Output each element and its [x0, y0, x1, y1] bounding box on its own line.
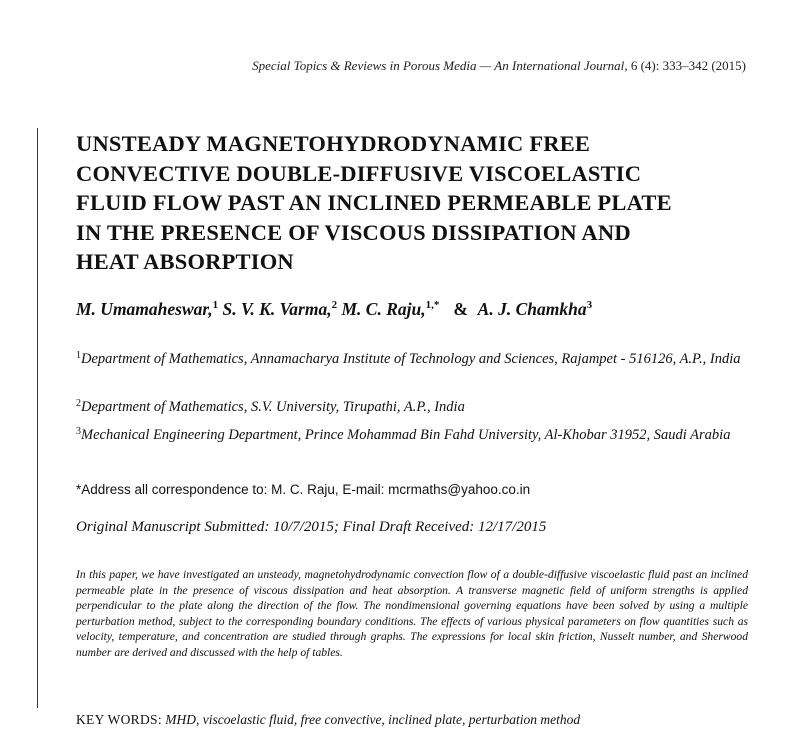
author-affiliation-mark: 3	[586, 299, 593, 311]
title-line: FLUID FLOW PAST AN INCLINED PERMEABLE PLATE	[76, 190, 672, 215]
paper-title	[76, 129, 756, 277]
author-name: M. Umamaheswar,	[76, 299, 213, 319]
author-affiliation-mark: 1,*	[425, 299, 440, 311]
title-line: HEAT ABSORPTION	[76, 249, 294, 274]
affiliation-text: Department of Mathematics, Annamacharya Institute of Technology and Sciences, Rajampet - 516126, A.P., India	[81, 351, 741, 367]
author-separator: &	[453, 299, 468, 319]
journal-name: Special Topics & Reviews in Porous Media — An International Journal	[252, 58, 625, 73]
keywords	[76, 712, 580, 728]
affiliation-1	[76, 350, 756, 370]
keywords-text: MHD, viscoelastic fluid, free convective, inclined plate, perturbation method	[165, 712, 581, 727]
manuscript-dates: Original Manuscript Submitted: 10/7/2015; Final Draft Received: 12/17/2015	[76, 519, 547, 535]
journal-header	[252, 58, 746, 74]
author-name: S. V. K. Varma,	[222, 299, 332, 319]
author-affiliation-mark: 1	[212, 299, 219, 311]
author-list	[76, 299, 592, 320]
title-line: UNSTEADY MAGNETOHYDRODYNAMIC FREE	[76, 131, 591, 156]
title-line: CONVECTIVE DOUBLE-DIFFUSIVE VISCOELASTIC	[76, 160, 642, 186]
author-affiliation-mark: 2	[331, 299, 338, 311]
affiliation-3	[76, 426, 756, 446]
affiliation-2	[76, 398, 756, 418]
author-name: A. J. Chamkha	[477, 299, 587, 319]
abstract: In this paper, we have investigated an unsteady, magnetohydrodynamic convection flow of a double-diffusive viscoelastic fluid past an inclined permeable plate in the presence of viscous dissipation and heat absorption. A transverse magnetic field of uniform strengths is applied perpendicular to the plate along the direction of the flow. The nondimensional governing equations have been solved by using a multiple perturbation method, subject to the corresponding boundary conditions. The effects of various physical parameters on flow quantities such as velocity, temperature, and concentration are studied through graphs. The expressions for local skin friction, Nusselt number, and Sherwood number are derived and discussed with the help of tables.	[76, 568, 748, 659]
margin-rule	[37, 128, 38, 708]
affiliation-text: Department of Mathematics, S.V. University, Tirupathi, A.P., India	[81, 399, 465, 415]
correspondence: *Address all correspondence to: M. C. Raju, E-mail: mcrmaths@yahoo.co.in	[76, 482, 531, 497]
keywords-label: KEY WORDS:	[76, 712, 162, 727]
affiliation-number: 2	[76, 398, 81, 409]
affiliation-number: 1	[76, 350, 81, 361]
title-line: IN THE PRESENCE OF VISCOUS DISSIPATION AND	[76, 219, 631, 245]
affiliation-number: 3	[76, 426, 81, 437]
author-name: M. C. Raju,	[341, 299, 426, 319]
affiliation-text: Mechanical Engineering Department, Prince Mohammad Bin Fahd University, Al-Khobar 31952, Saudi Arabia	[81, 427, 731, 443]
journal-citation: , 6 (4): 333–342 (2015)	[624, 58, 746, 73]
